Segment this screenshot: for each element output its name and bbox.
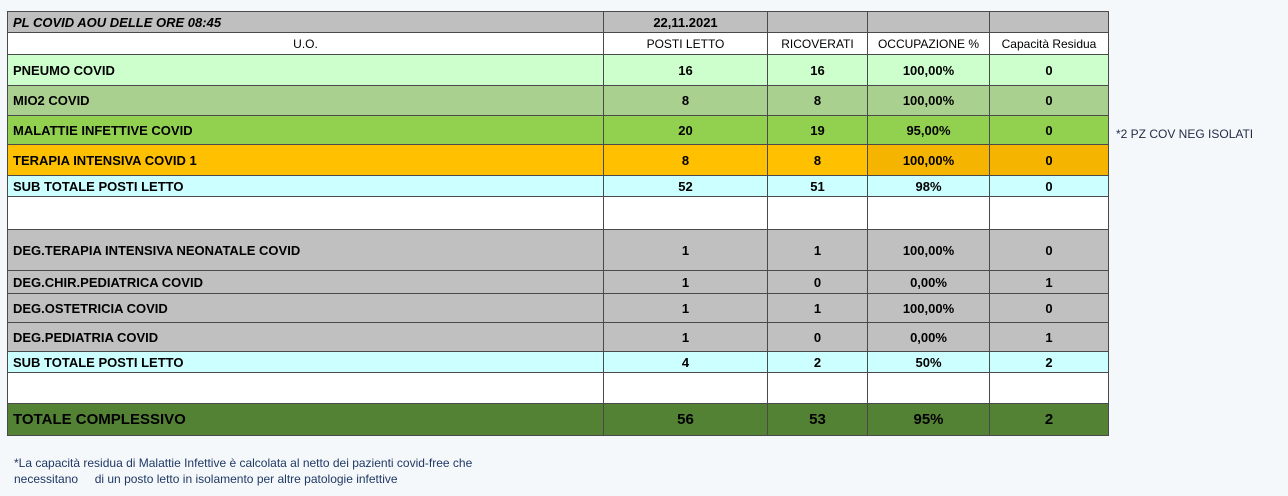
capacita-value: 0 — [990, 116, 1109, 145]
occupazione-value: 100,00% — [868, 86, 990, 116]
footnote-line: *La capacità residua di Malattie Infettive è calcolata al netto dei pazienti covid-free che — [14, 456, 473, 470]
capacita-value: 0 — [990, 86, 1109, 116]
ricoverati-value: 53 — [768, 404, 868, 436]
posti-value: 20 — [604, 116, 768, 145]
empty-cell — [604, 373, 768, 404]
occupazione-value: 95,00% — [868, 116, 990, 145]
ricoverati-value: 8 — [768, 145, 868, 176]
ricoverati-value: 1 — [768, 294, 868, 323]
empty-cell — [990, 12, 1109, 33]
empty-cell — [868, 12, 990, 33]
report-title: PL COVID AOU DELLE ORE 08:45 — [8, 12, 604, 33]
empty-cell — [990, 373, 1109, 404]
unit-name: MIO2 COVID — [8, 86, 604, 116]
posti-value: 16 — [604, 55, 768, 86]
empty-cell — [8, 197, 604, 230]
blank-row — [8, 373, 1109, 404]
empty-cell — [768, 373, 868, 404]
title-row — [8, 12, 1109, 33]
unit-name: TERAPIA INTENSIVA COVID 1 — [8, 145, 604, 176]
ricoverati-value: 1 — [768, 230, 868, 271]
ricoverati-value: 0 — [768, 323, 868, 352]
occupazione-value: 0,00% — [868, 271, 990, 294]
ricoverati-value: 16 — [768, 55, 868, 86]
capacita-value: 1 — [990, 323, 1109, 352]
report-date: 22,11.2021 — [604, 12, 768, 33]
covid-beds-table — [7, 11, 1109, 436]
ricoverati-value: 19 — [768, 116, 868, 145]
blank-row — [8, 197, 1109, 230]
posti-value: 4 — [604, 352, 768, 373]
occupazione-value: 100,00% — [868, 55, 990, 86]
occupazione-value: 100,00% — [868, 230, 990, 271]
capacita-value: 2 — [990, 352, 1109, 373]
table-row — [8, 230, 1109, 271]
unit-name: DEG.TERAPIA INTENSIVA NEONATALE COVID — [8, 230, 604, 271]
col-header-ricoverati: RICOVERATI — [768, 33, 868, 55]
capacita-value: 0 — [990, 176, 1109, 197]
posti-value: 8 — [604, 145, 768, 176]
table-row — [8, 116, 1109, 145]
table-row — [8, 323, 1109, 352]
unit-name: DEG.CHIR.PEDIATRICA COVID — [8, 271, 604, 294]
posti-value: 52 — [604, 176, 768, 197]
occupazione-value: 50% — [868, 352, 990, 373]
unit-name: MALATTIE INFETTIVE COVID — [8, 116, 604, 145]
col-header-posti: POSTI LETTO — [604, 33, 768, 55]
col-header-capacita: Capacità Residua — [990, 33, 1109, 55]
capacita-value: 0 — [990, 145, 1109, 176]
col-header-occupazione: OCCUPAZIONE % — [868, 33, 990, 55]
column-header-row — [8, 33, 1109, 55]
posti-value: 1 — [604, 294, 768, 323]
subtotal-row — [8, 352, 1109, 373]
posti-value: 1 — [604, 271, 768, 294]
capacita-value: 0 — [990, 230, 1109, 271]
ricoverati-value: 2 — [768, 352, 868, 373]
capacita-value: 0 — [990, 294, 1109, 323]
occupazione-value: 100,00% — [868, 294, 990, 323]
subtotal-row — [8, 176, 1109, 197]
col-header-uo: U.O. — [8, 33, 604, 55]
occupazione-value: 95% — [868, 404, 990, 436]
capacita-value: 2 — [990, 404, 1109, 436]
empty-cell — [768, 197, 868, 230]
occupazione-value: 98% — [868, 176, 990, 197]
unit-name: DEG.OSTETRICIA COVID — [8, 294, 604, 323]
table-row — [8, 86, 1109, 116]
occupazione-value: 0,00% — [868, 323, 990, 352]
ricoverati-value: 8 — [768, 86, 868, 116]
occupazione-value: 100,00% — [868, 145, 990, 176]
capacita-value: 1 — [990, 271, 1109, 294]
table-row — [8, 55, 1109, 86]
posti-value: 1 — [604, 230, 768, 271]
footnote-line: necessitano di un posto letto in isolamento per altre patologie infettive — [14, 472, 398, 486]
ricoverati-value: 0 — [768, 271, 868, 294]
posti-value: 1 — [604, 323, 768, 352]
table-row — [8, 271, 1109, 294]
empty-cell — [768, 12, 868, 33]
empty-cell — [604, 197, 768, 230]
side-note: *2 PZ COV NEG ISOLATI — [1116, 127, 1254, 141]
unit-name: PNEUMO COVID — [8, 55, 604, 86]
empty-cell — [868, 197, 990, 230]
unit-name: TOTALE COMPLESSIVO — [8, 404, 604, 436]
ricoverati-value: 51 — [768, 176, 868, 197]
unit-name: SUB TOTALE POSTI LETTO — [8, 352, 604, 373]
footnote — [14, 455, 574, 487]
total-row — [8, 404, 1109, 436]
posti-value: 8 — [604, 86, 768, 116]
empty-cell — [990, 197, 1109, 230]
table-row — [8, 145, 1109, 176]
capacita-value: 0 — [990, 55, 1109, 86]
empty-cell — [868, 373, 990, 404]
unit-name: DEG.PEDIATRIA COVID — [8, 323, 604, 352]
posti-value: 56 — [604, 404, 768, 436]
table-row — [8, 294, 1109, 323]
unit-name: SUB TOTALE POSTI LETTO — [8, 176, 604, 197]
empty-cell — [8, 373, 604, 404]
